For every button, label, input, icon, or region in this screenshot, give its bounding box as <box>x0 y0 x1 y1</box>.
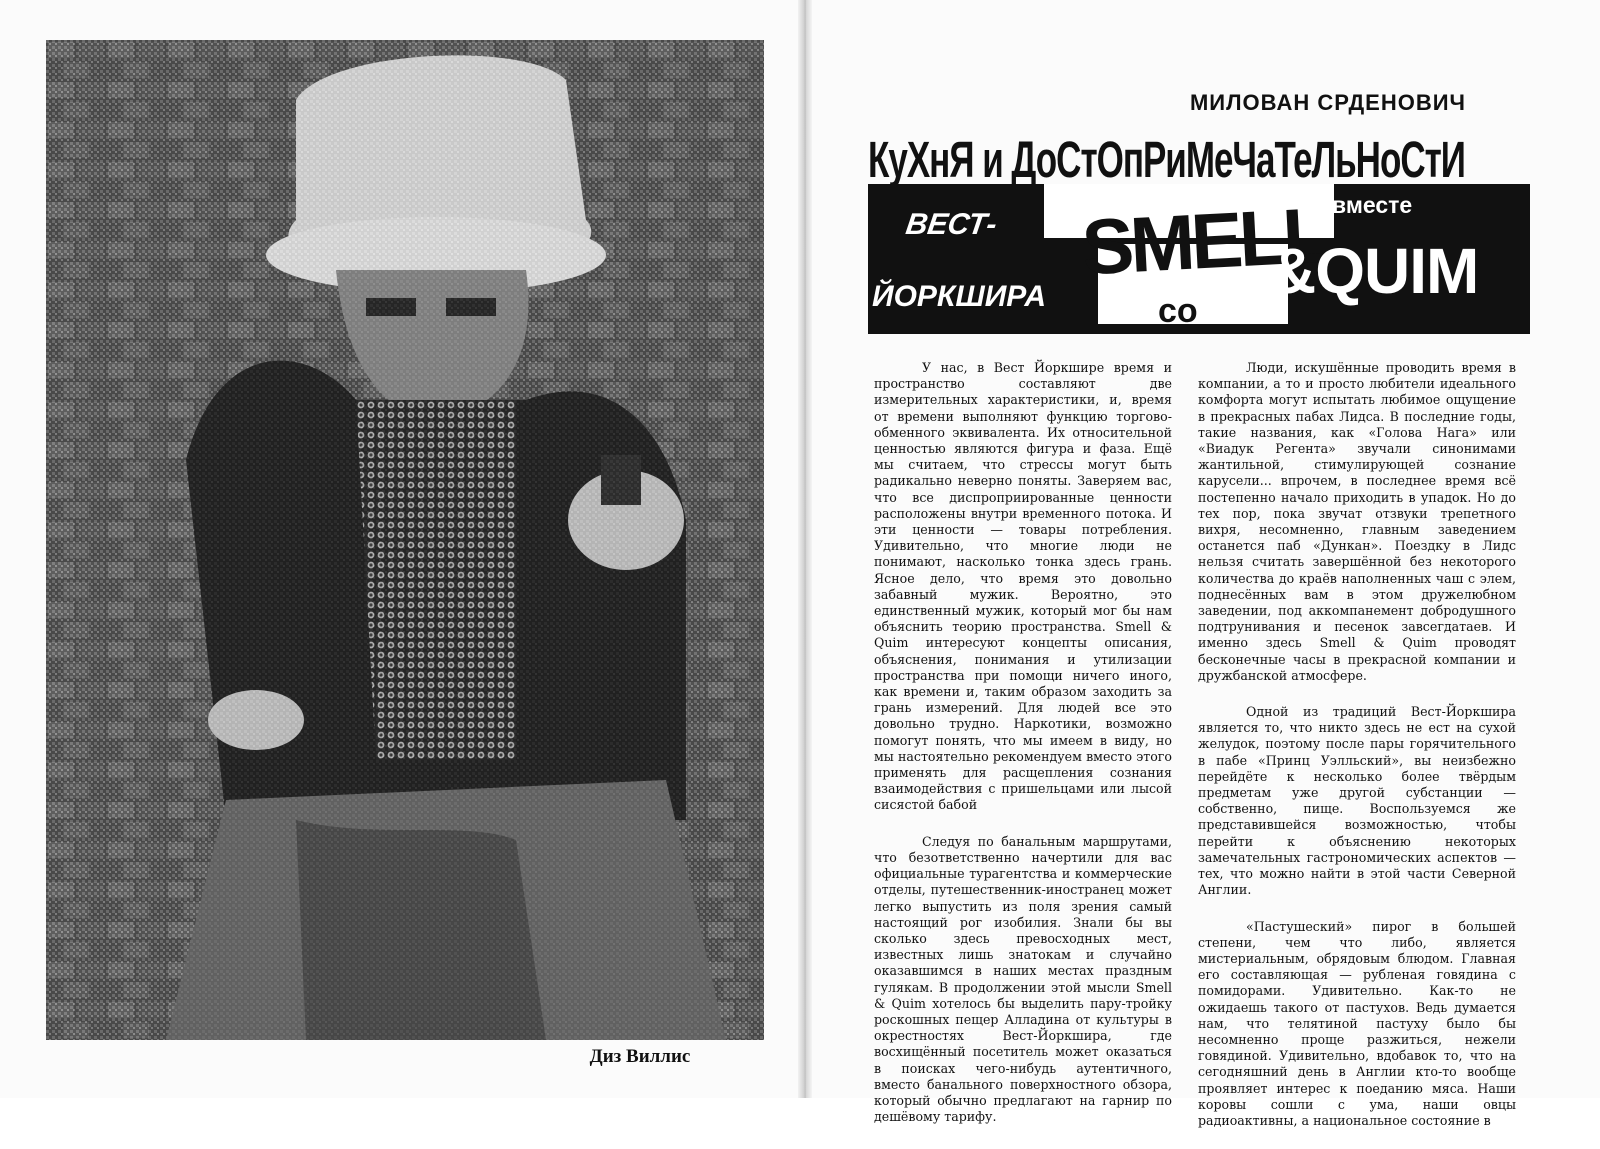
title-co: co <box>1158 292 1198 330</box>
text-column-right <box>1198 360 1516 1149</box>
paragraph: Люди, искушённые проводить время в компании, а то и просто любители идеального комфорта могут испытать любимое ощущение в прекрасных пабах Лидса. В последние годы, такие названия, как «Голова Нага» или «Виадук Регента» звучали синонимами жантильной, стимулирующей сознание карусели... впрочем, в последнее время всё постепенно начало приходить в упадок. Но до тех пор, пока звучат отзвуки трепетного вихря, несомненно, главным заведением останется паб «Дункан». Поездку в Лидс нельзя считать завершённой без некоторого количества до краёв наполненных чаш с элем, поднесённых вам в этом дружелюбном заведении, под аккомпанемент добродушного подтрунивания и песенок завсегдатаев. И именно здесь Smell & Quim проводят бесконечные часы в прекрасной компании и дружбанской атмосфере. <box>1198 360 1516 683</box>
photo-caption: Диз Виллис <box>589 1046 691 1067</box>
article-title <box>868 124 1530 334</box>
page-gutter <box>798 0 812 1098</box>
author-name: МИЛОВАН СРДЕНОВИЧ <box>1189 90 1467 115</box>
paragraph: «Пастушеский» пирог в большей степени, чем что либо, является мистериальным, обрядовым блюдом. Главная его составляющая — рубленая говядина с помидорами. Удивительно. Как-то не ожидаешь такого от пастухов. Ведь думается нам, что телятиной пастуху было бы несомненно проще разжиться, нежели говядиной. Удивительно, вдобавок то, что на сегодняшний день в Англии кто-то вообще проявляет интерес к поеданию мяса. Наши коровы сошли с ума, наши овцы радиоактивны, а национальное состояние в <box>1198 918 1516 1128</box>
title-vest: ВЕСТ- <box>903 208 999 241</box>
text-column-left <box>874 360 1172 1145</box>
title-smell: SMELL <box>1079 190 1329 292</box>
paragraph: У нас, в Вест Йоркшире время и пространство составляют две измерительных характеристики, и, время от времени выполняют функцию торгово-обменного эквивалента. Их относительной ценностью являются фигура и фаза. Ещё мы считаем, что стрессы могут быть радикально неверно поняты. Заверяем вас, что все диспроприированные ценности расположены внутри временного потока. И эти ценности — товары потребления. Удивительно, что многие люди не понимают, насколько тонка здесь грань. Ясное дело, что время это довольно забавный мужик. Вероятно, это единственный мужик, который мог бы нам объяснить теорию пространства. Smell & Quim интересуют концепты описания, объяснения, понимания и утилизации пространства при помощи ничего иного, как времени и, таким образом заходить за грань измерений. Для людей все это довольно трудно. Наркотики, возможно помогут понять, что мы имеем в виду, но мы настоятельно рекомендуем вместо этого применять для расщепления сознания взаимодействия с пришельцами или лысой сисястой бабой <box>874 360 1172 813</box>
title-line-1: КуХнЯ и ДоСтОпРиМеЧаТеЛьНоСтИ <box>868 132 1465 189</box>
title-quim: &QUIM <box>1270 235 1479 307</box>
photo-of-man-in-hat <box>46 40 764 1040</box>
paragraph: Следуя по банальным маршрутами, что безответственно начертили для вас официальные турагентства и коммерческие отделы, путешественник-иностранец может легко выпустить из поля зрения самый настоящий рог изобилия. Знали бы вы сколько здесь превосходных мест, известных лишь знатокам и случайно оказавшимся в наших местах праздным гулякам. В продолжении этой мысли Smell & Quim хотелось бы выделить пару-тройку роскошных пещер Алладина от культуры в окрестностях Вест-Йоркшира, где восхищённый посетитель может оказаться в поисках чего-нибудь аутентичного, вместо банального поверхностного обзора, который обычно предлагают на гарнир по дешёвому тарифу. <box>874 833 1172 1125</box>
title-vmeste: вместе <box>1332 192 1413 218</box>
photo-illustration <box>46 40 764 1040</box>
title-yorkshira: ЙОРКШИРА <box>868 280 1050 314</box>
paragraph: Одной из традиций Вест-Йоркшира является то, что никто здесь не ест на сухой желудок, поэтому после пары горячительного в пабе «Принц Уэлльский», вы неизбежно перейдёте к несколько более твёрдым предметам уже другой субстанции — собственно, пище. Воспользуемся же представившейся возможностью, чтобы перейти к объяснению некоторых замечательных гастрономических аспектов — тех, что можно найти в этой части Северной Англии. <box>1198 704 1516 898</box>
